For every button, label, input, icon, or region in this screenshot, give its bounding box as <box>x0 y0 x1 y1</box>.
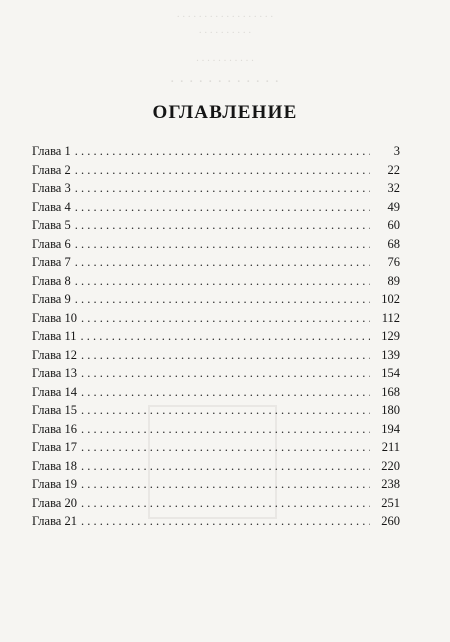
toc-entry <box>32 364 400 383</box>
toc-dot-leader <box>81 309 370 328</box>
toc-page-number: 194 <box>381 421 400 436</box>
toc-dot-leader <box>75 198 370 217</box>
bleed-through-text: . . . . . . . . . . . . <box>170 70 280 86</box>
toc-page-number: 49 <box>387 199 400 214</box>
toc-chapter-label: Глава 4 <box>32 199 71 214</box>
toc-chapter-label: Глава 6 <box>32 236 71 251</box>
toc-dot-leader <box>75 161 370 180</box>
toc-page-number: 251 <box>381 495 400 510</box>
toc-dot-leader <box>81 475 370 494</box>
toc-page-number: 3 <box>393 144 400 158</box>
toc-entry <box>32 494 400 513</box>
toc-chapter-label: Глава 10 <box>32 310 77 325</box>
toc-entry <box>32 475 400 494</box>
toc-dot-leader <box>81 494 370 513</box>
toc-entry <box>32 383 400 402</box>
toc-page-number: 60 <box>387 218 400 232</box>
toc-dot-leader <box>75 179 370 198</box>
toc-chapter-label: Глава 9 <box>32 292 71 306</box>
toc-chapter-label: Глава 7 <box>32 255 71 269</box>
toc-entry <box>32 290 400 309</box>
toc-dot-leader <box>81 364 370 383</box>
toc-entry <box>32 438 400 457</box>
toc-entry <box>32 253 400 272</box>
toc-chapter-label: Глава 17 <box>32 440 77 454</box>
bleed-through-text: . . . . . . . . . . . . . . . . . . <box>176 8 274 20</box>
toc-page-number: 260 <box>381 514 400 528</box>
toc-dot-leader <box>75 272 370 291</box>
toc-chapter-label: Глава 13 <box>32 366 77 380</box>
toc-entry <box>32 401 400 420</box>
toc-entry <box>32 161 400 180</box>
toc-dot-leader <box>75 235 370 254</box>
toc-page-number: 68 <box>387 236 400 251</box>
toc-dot-leader <box>75 142 370 161</box>
toc-chapter-label: Глава 14 <box>32 384 77 399</box>
table-of-contents <box>32 142 400 531</box>
toc-dot-leader <box>75 253 370 272</box>
toc-entry <box>32 420 400 439</box>
toc-page-number: 168 <box>381 384 400 399</box>
toc-page-number: 32 <box>387 181 400 195</box>
toc-dot-leader <box>81 346 370 365</box>
toc-chapter-label: Глава 11 <box>32 329 77 343</box>
toc-chapter-label: Глава 18 <box>32 458 77 473</box>
toc-page-number: 22 <box>387 162 400 177</box>
toc-dot-leader <box>75 216 370 235</box>
toc-chapter-label: Глава 3 <box>32 181 71 195</box>
toc-page-number: 154 <box>381 366 400 380</box>
toc-dot-leader <box>81 401 370 420</box>
toc-page-number: 102 <box>381 292 400 306</box>
toc-dot-leader <box>81 327 370 346</box>
toc-chapter-label: Глава 8 <box>32 273 71 288</box>
toc-entry <box>32 235 400 254</box>
toc-page-number: 76 <box>387 255 400 269</box>
toc-entry <box>32 327 400 346</box>
toc-chapter-label: Глава 19 <box>32 477 77 491</box>
toc-page-number: 211 <box>381 440 400 454</box>
toc-chapter-label: Глава 5 <box>32 218 71 232</box>
toc-page-number: 112 <box>381 310 400 325</box>
toc-entry <box>32 346 400 365</box>
toc-dot-leader <box>75 290 370 309</box>
toc-entry <box>32 512 400 531</box>
toc-page-number: 220 <box>381 458 400 473</box>
toc-entry <box>32 457 400 476</box>
toc-chapter-label: Глава 20 <box>32 495 77 510</box>
toc-chapter-label: Глава 1 <box>32 144 71 158</box>
toc-entry <box>32 309 400 328</box>
toc-dot-leader <box>81 438 370 457</box>
bleed-through-text: . . . . . . . . . . . <box>196 52 254 64</box>
toc-chapter-label: Глава 21 <box>32 514 77 528</box>
toc-dot-leader <box>81 457 370 476</box>
toc-chapter-label: Глава 15 <box>32 403 77 417</box>
toc-entry <box>32 272 400 291</box>
toc-chapter-label: Глава 12 <box>32 347 77 362</box>
toc-entry <box>32 198 400 217</box>
toc-page-number: 180 <box>381 403 400 417</box>
bleed-through-text: . . . . . . . . . . <box>198 24 252 36</box>
page-title: ОГЛАВЛЕНИЕ <box>152 102 298 123</box>
toc-chapter-label: Глава 2 <box>32 162 71 177</box>
toc-entry <box>32 179 400 198</box>
toc-chapter-label: Глава 16 <box>32 421 77 436</box>
toc-dot-leader <box>81 420 370 439</box>
toc-entry <box>32 142 400 161</box>
toc-page-number: 139 <box>381 347 400 362</box>
toc-entry <box>32 216 400 235</box>
toc-page-number: 238 <box>381 477 400 491</box>
toc-page-number: 129 <box>381 329 400 343</box>
toc-page-number: 89 <box>387 273 400 288</box>
toc-dot-leader <box>81 512 370 531</box>
toc-dot-leader <box>81 383 370 402</box>
